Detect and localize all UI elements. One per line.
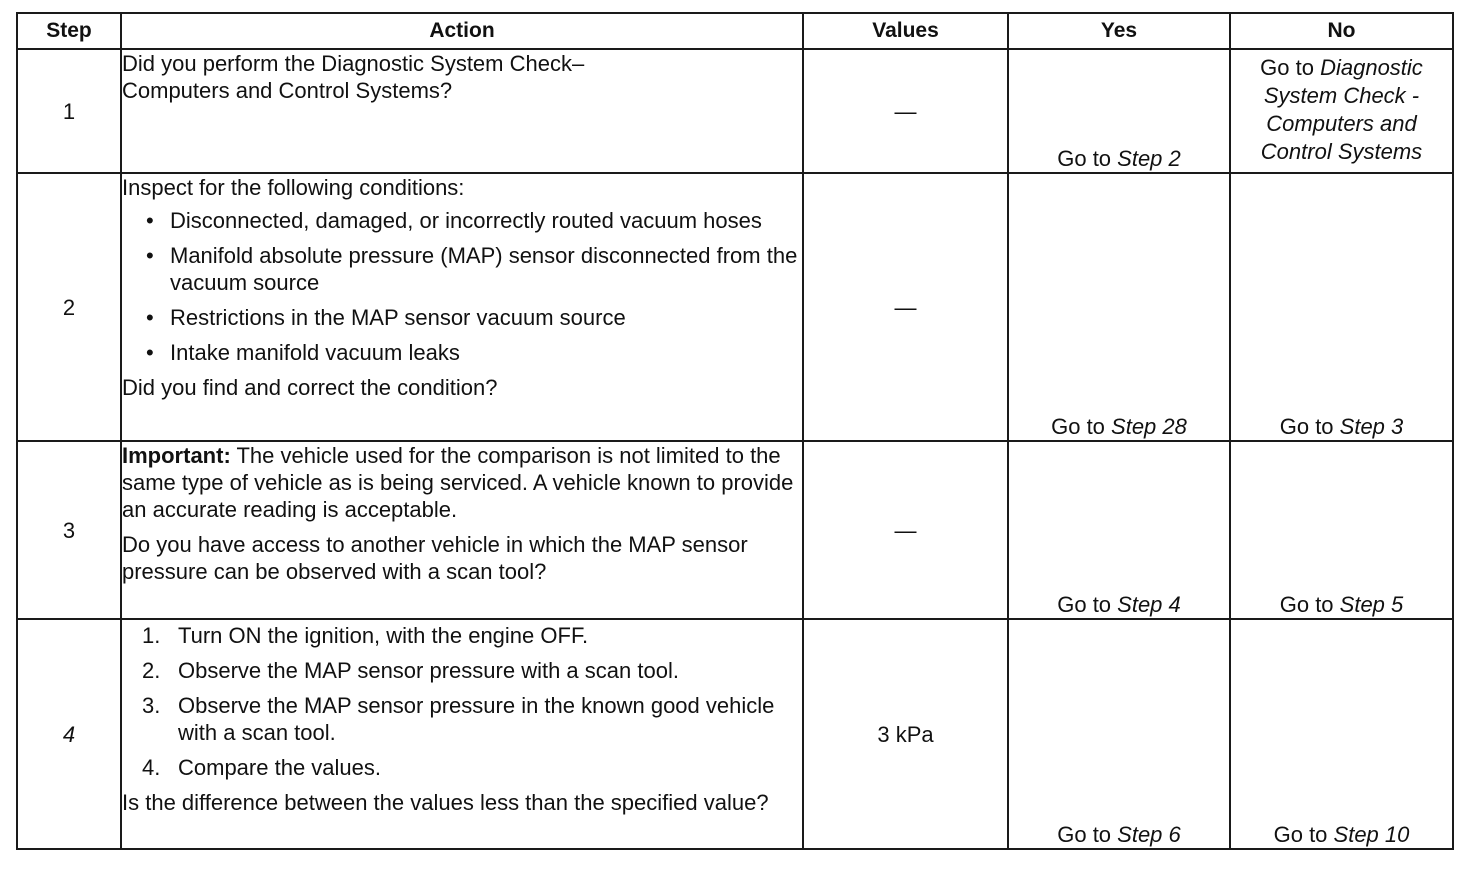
yes-cell [1008, 49, 1230, 173]
table-row [17, 441, 1453, 619]
no-cell [1230, 49, 1453, 173]
goto-step-link[interactable]: Step 3 [1339, 414, 1404, 439]
table-row [17, 619, 1453, 849]
list-item [122, 622, 802, 649]
goto-step-link[interactable]: Diagnostic System Check - Computers and Control Systems [1260, 55, 1423, 164]
list-item-text: Disconnected, damaged, or incorrectly routed vacuum hoses [170, 208, 762, 233]
action-intro: Inspect for the following conditions: [122, 175, 465, 200]
list-item [122, 339, 802, 366]
table-header-row [17, 13, 1453, 49]
list-item-text: Restrictions in the MAP sensor vacuum source [170, 305, 626, 330]
bullet-icon: • [146, 305, 154, 330]
goto-prefix: Go to [1273, 822, 1334, 847]
list-item [122, 657, 802, 684]
list-item-text: Intake manifold vacuum leaks [170, 340, 460, 365]
value-cell: — [803, 173, 1008, 441]
header-no: No [1230, 13, 1453, 49]
goto-step-link[interactable]: Step 5 [1339, 592, 1404, 617]
goto-prefix: Go to [1057, 146, 1118, 171]
value-cell: 3 kPa [803, 619, 1008, 849]
value-cell: — [803, 49, 1008, 173]
list-item-text: Manifold absolute pressure (MAP) sensor disconnected from the vacuum source [170, 243, 798, 295]
action-question: Do you have access to another vehicle in which the MAP sensor pressure can be observed with a scan tool? [122, 532, 748, 584]
goto-step-link[interactable]: Step 10 [1333, 822, 1410, 847]
important-text: The vehicle used for the comparison is not limited to the same type of vehicle as is being serviced. A vehicle known to provide an accurate reading is acceptable. [122, 443, 794, 522]
list-item-text: Observe the MAP sensor pressure with a scan tool. [178, 658, 679, 683]
yes-cell [1008, 619, 1230, 849]
header-step: Step [17, 13, 121, 49]
list-item-text: Observe the MAP sensor pressure in the known good vehicle with a scan tool. [178, 693, 775, 745]
action-text: Computers and Control Systems? [122, 78, 453, 103]
header-action: Action [121, 13, 803, 49]
action-text: Did you perform the Diagnostic System Check– [122, 51, 585, 76]
goto-prefix: Go to [1260, 55, 1321, 80]
list-number: 3. [142, 693, 161, 718]
list-item-text: Compare the values. [178, 755, 381, 780]
table-row [17, 49, 1453, 173]
goto-prefix: Go to [1057, 592, 1118, 617]
header-yes: Yes [1008, 13, 1230, 49]
list-item [122, 754, 802, 781]
bullet-icon: • [146, 243, 154, 268]
action-question: Is the difference between the values less than the specified value? [122, 790, 769, 815]
step-number: 2 [17, 173, 121, 441]
goto-prefix: Go to [1279, 592, 1340, 617]
important-note [122, 442, 802, 523]
condition-list [122, 207, 802, 366]
header-values: Values [803, 13, 1008, 49]
goto-step-link[interactable]: Step 28 [1111, 414, 1187, 439]
table-row [17, 173, 1453, 441]
list-number: 1. [142, 623, 161, 648]
action-cell [121, 49, 803, 173]
list-item-text: Turn ON the ignition, with the engine OFF. [178, 623, 589, 648]
goto-prefix: Go to [1057, 822, 1118, 847]
yes-cell [1008, 173, 1230, 441]
important-label: Important: [122, 443, 231, 468]
list-item [122, 207, 802, 234]
goto-prefix: Go to [1051, 414, 1112, 439]
list-item [122, 304, 802, 331]
no-cell [1230, 173, 1453, 441]
action-cell [121, 619, 803, 849]
list-item [122, 242, 802, 296]
list-number: 4. [142, 755, 161, 780]
goto-step-link[interactable]: Step 2 [1117, 146, 1181, 171]
yes-cell [1008, 441, 1230, 619]
no-cell [1230, 441, 1453, 619]
action-cell [121, 441, 803, 619]
goto-step-link[interactable]: Step 6 [1117, 822, 1181, 847]
goto-prefix: Go to [1279, 414, 1340, 439]
goto-step-link[interactable]: Step 4 [1117, 592, 1181, 617]
step-number: 3 [17, 441, 121, 619]
action-cell [121, 173, 803, 441]
list-number: 2. [142, 658, 161, 683]
step-number: 4 [17, 619, 121, 849]
diagnostic-table [16, 12, 1454, 850]
procedure-list [122, 622, 802, 781]
step-number: 1 [17, 49, 121, 173]
value-cell: — [803, 441, 1008, 619]
bullet-icon: • [146, 208, 154, 233]
bullet-icon: • [146, 340, 154, 365]
no-cell [1230, 619, 1453, 849]
action-question: Did you find and correct the condition? [122, 375, 498, 400]
list-item [122, 692, 802, 746]
